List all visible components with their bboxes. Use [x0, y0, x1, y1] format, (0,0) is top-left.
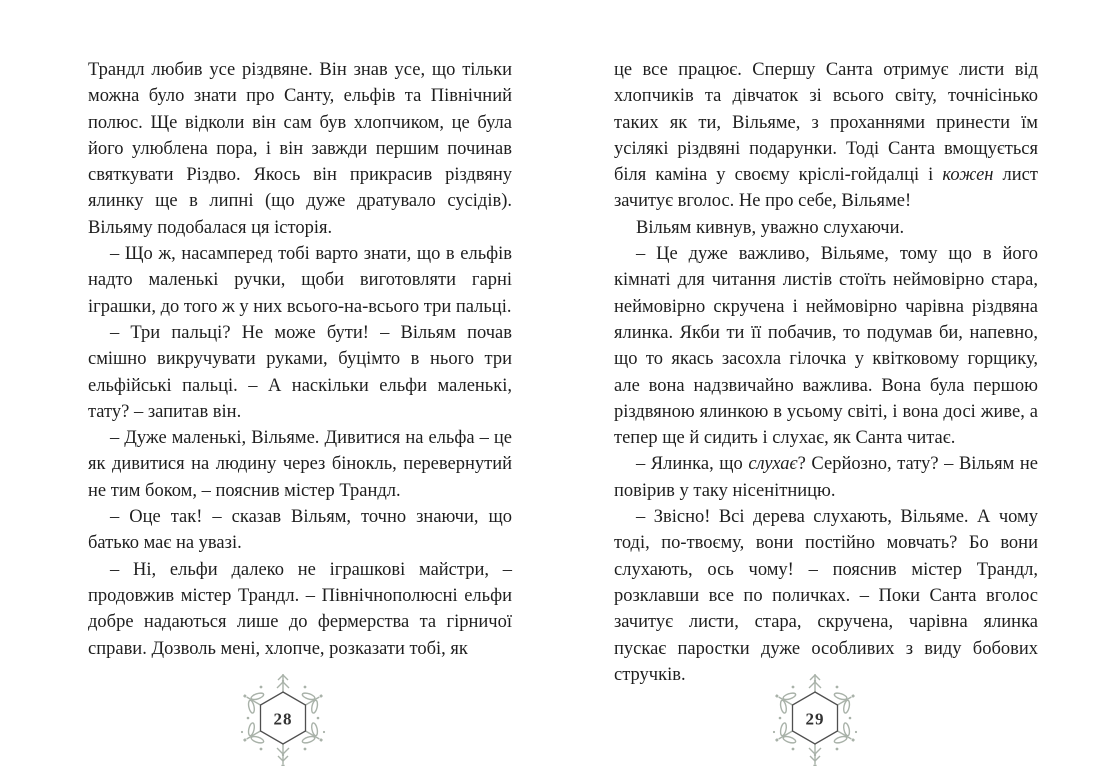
snowflake-ornament — [228, 674, 338, 766]
snowflake-ornament — [760, 674, 870, 766]
paragraph: – Дуже маленькі, Вільяме. Дивитися на ельфа – це як дивитися на людину через бінокль, перевернутий не тим боком, – пояснив містер Трандл. — [88, 428, 512, 501]
paragraph: – Ні, ельфи далеко не іграшкові майстри, – продовжив містер Трандл. – Північнополюсні ельфи добре надаються лише до фермерства та гірничої справи. Дозволь мені, хлопче, розказати тобі, як — [88, 559, 512, 659]
paragraph: – Ялинка, що слухає? Серйозно, тату? – Вільям не повірив у таку нісенітницю. — [614, 454, 1038, 501]
paragraph: це все працює. Спершу Санта отримує листи від хлопчиків та дівчаток зі всього світу, точнісінько таких як ти, Вільяме, з проханнями принести їм усілякі різдвяні подарунки. Тоді Санта вмощується біля каміна у своєму кріслі-гойдалці і кожен лист зачитує вголос. Не про себе, Вільяме! — [614, 60, 1038, 212]
paragraph: – Це дуже важливо, Вільяме, тому що в його кімнаті для читання листів стоїть неймовірно стара, неймовірно скручена і неймовірно чарівна різдвяна ялинка. Якби ти її побачив, то подумав би, напевно, що то якась засохла гілочка у квітковому горщику, але вона надзвичайно важлива. Вона була першою різдвяною ялинкою в усьому світі, і вона досі живе, а тепер ще й сидить і слухає, як Санта читає. — [614, 244, 1038, 449]
paragraph: – Звісно! Всі дерева слухають, Вільяме. А чому тоді, по-твоєму, вони постійно мовчать? Бо вони слухають, ось чому! – пояснив містер Трандл, розклавши все по поличках. – Поки Санта вголос зачитує листи, стара, скручена, чарівна ялинка пускає паростки дуже особливих з виду бобових стручків. — [614, 507, 1038, 685]
paragraph: – Оце так! – сказав Вільям, точно знаючи, що батько має на увазі. — [88, 507, 512, 554]
page-text-right — [614, 57, 1038, 688]
page-number-left: 28 — [273, 709, 293, 729]
paragraph: – Що ж, насамперед тобі варто знати, що в ельфів надто маленькі ручки, щоби виготовляти гарні іграшки, до того ж у них всього-на-всього три пальці. — [88, 244, 512, 317]
paragraph: – Три пальці? Не може бути! – Вільям почав смішно викручувати руками, буцімто в нього три ельфійські пальці. – А наскільки ельфи маленькі, тату? – запитав він. — [88, 322, 512, 422]
paragraph: Вільям кивнув, уважно слухаючи. — [636, 217, 905, 238]
paragraph: Трандл любив усе різдвяне. Він знав усе, що тільки можна було знати про Санту, ельфів та Північний полюс. Ще відколи він сам був хлопчиком, це була його улюблена пора, і він завжди першим починав святкувати Різдво. Якось він прикрасив різдвяну ялинку ще в липні (що дуже дратувало сусідів). Вільяму подобалася ця історія. — [88, 60, 512, 238]
page-number-right: 29 — [805, 709, 825, 729]
page-text-left — [88, 57, 512, 662]
